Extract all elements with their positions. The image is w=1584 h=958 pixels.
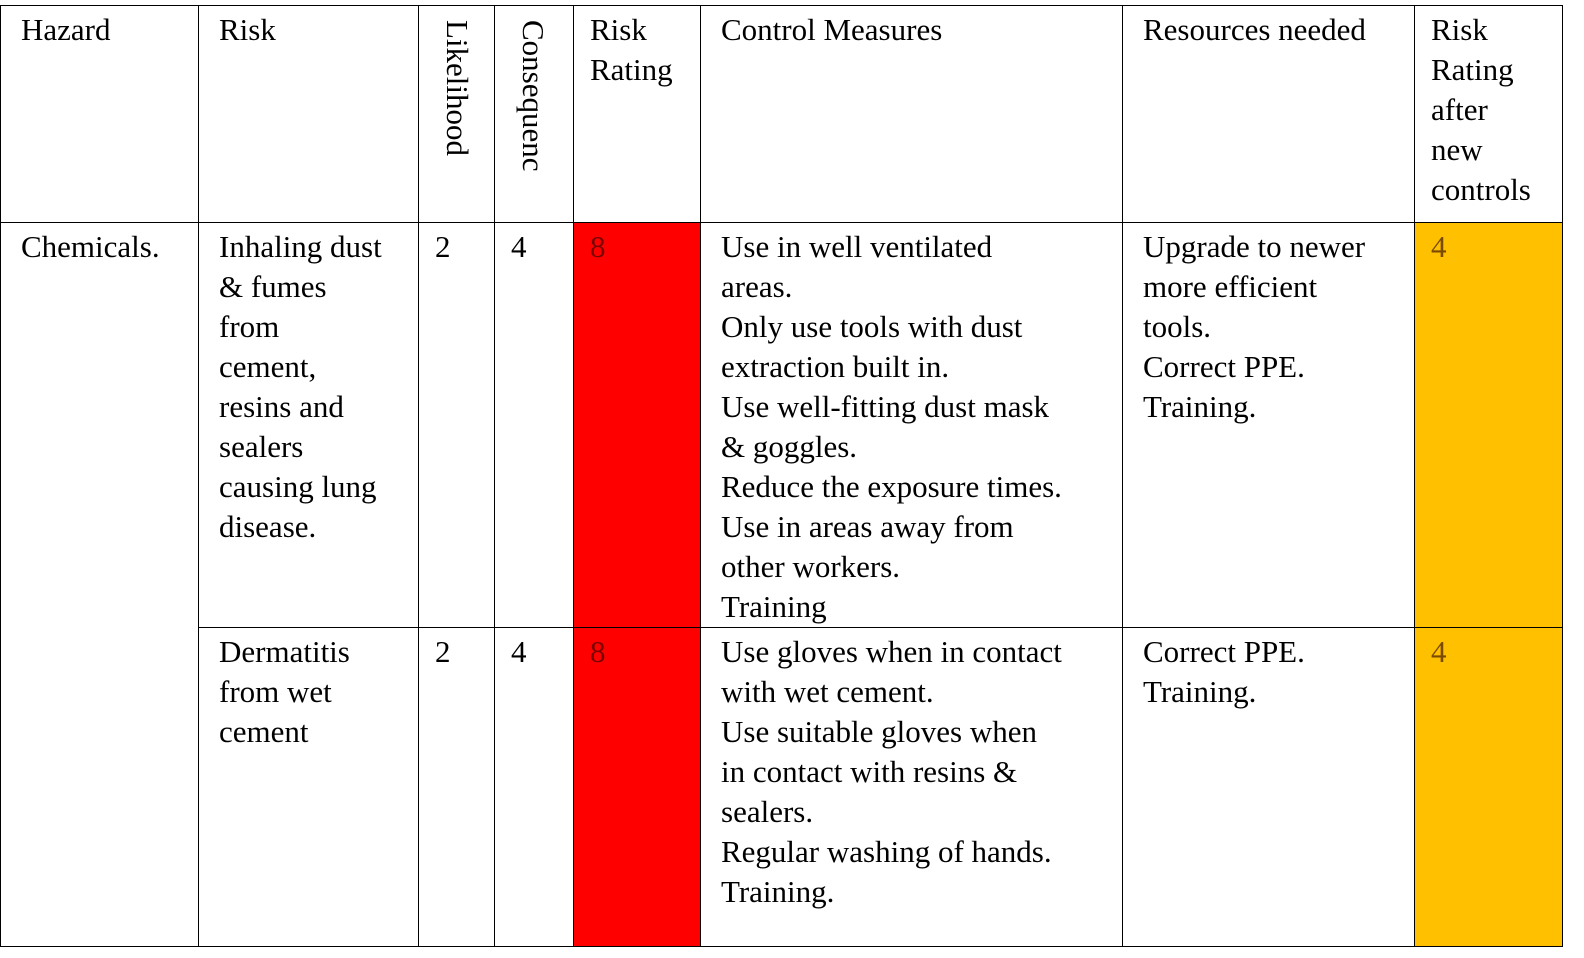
risk-cell: [199, 628, 419, 947]
risk-text: Dermatitis from wet cement: [219, 634, 350, 749]
risk-rating-after-value: 4: [1431, 229, 1447, 264]
header-likelihood: [419, 6, 495, 223]
header-risk: [199, 6, 419, 223]
likelihood-cell: [419, 628, 495, 947]
header-risk-rating-after-label: Risk Rating after new controls: [1431, 12, 1531, 207]
header-hazard: [1, 6, 199, 223]
control-measures-cell: [701, 628, 1123, 947]
risk-rating-value: 8: [590, 634, 606, 669]
likelihood-value: 2: [435, 634, 451, 669]
control-measures-cell: [701, 223, 1123, 628]
header-risk-rating-label: Risk Rating: [590, 12, 673, 87]
risk-cell: [199, 223, 419, 628]
hazard-cell: [1, 223, 199, 947]
risk-rating-cell: [574, 628, 701, 947]
header-consequence: [495, 6, 574, 223]
header-risk-rating: [574, 6, 701, 223]
header-risk-rating-after: [1415, 6, 1563, 223]
risk-rating-after-cell: [1415, 628, 1563, 947]
risk-assessment-document: [0, 5, 1563, 947]
header-resources-needed: [1123, 6, 1415, 223]
risk-rating-after-cell: [1415, 223, 1563, 628]
risk-rating-value: 8: [590, 229, 606, 264]
control-measures-text: Use gloves when in contact with wet cement. Use suitable gloves when in contact with resins & sealers. Regular washing of hands. Training.: [721, 634, 1062, 909]
header-row: [1, 6, 1563, 223]
resources-cell: [1123, 628, 1415, 947]
header-likelihood-label: Likelihood: [440, 20, 475, 157]
header-control-measures-label: Control Measures: [721, 12, 943, 47]
resources-text: Upgrade to newer more efficient tools. Correct PPE. Training.: [1143, 229, 1366, 424]
header-resources-needed-label: Resources needed: [1143, 12, 1366, 47]
risk-assessment-table: [0, 5, 1563, 947]
risk-rating-cell: [574, 223, 701, 628]
likelihood-cell: [419, 223, 495, 628]
risk-text: Inhaling dust & fumes from cement, resins and sealers causing lung disease.: [219, 229, 382, 544]
table-row: [1, 628, 1563, 947]
table-row: [1, 223, 1563, 628]
consequence-cell: [495, 628, 574, 947]
header-hazard-label: Hazard: [21, 12, 111, 47]
resources-text: Correct PPE. Training.: [1143, 634, 1305, 709]
consequence-value: 4: [511, 634, 527, 669]
likelihood-value: 2: [435, 229, 451, 264]
control-measures-text: Use in well ventilated areas. Only use tools with dust extraction built in. Use well-fitting dust mask & goggles. Reduce the exposure times. Use in areas away from other workers. Training: [721, 229, 1062, 624]
consequence-value: 4: [511, 229, 527, 264]
header-risk-label: Risk: [219, 12, 276, 47]
consequence-cell: [495, 223, 574, 628]
header-consequence-label: Consequenc: [516, 20, 551, 172]
hazard-label: Chemicals.: [21, 229, 160, 264]
risk-rating-after-value: 4: [1431, 634, 1447, 669]
header-control-measures: [701, 6, 1123, 223]
resources-cell: [1123, 223, 1415, 628]
